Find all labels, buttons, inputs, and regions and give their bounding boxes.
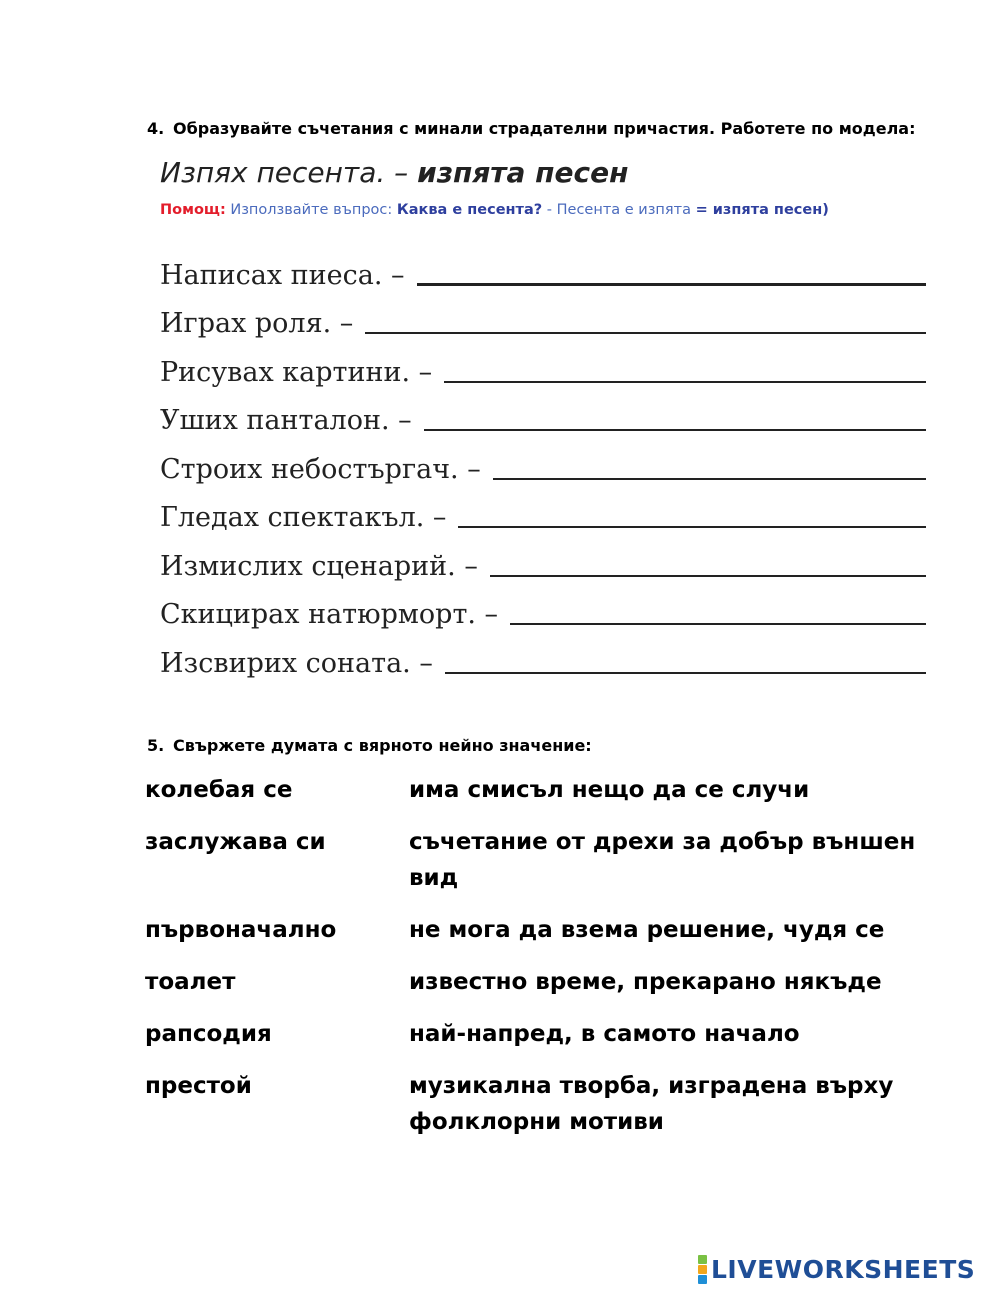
- exercise-row: [160, 442, 926, 491]
- exercise-prompt: Рисувах картини. –: [160, 356, 433, 388]
- model-answer: изпята песен: [417, 156, 629, 189]
- match-word[interactable]: колебая се: [145, 777, 293, 803]
- match-word[interactable]: първоначално: [145, 917, 337, 943]
- answer-blank[interactable]: [365, 332, 926, 334]
- exercise-list: [160, 248, 926, 685]
- exercise-prompt: Гледах спектакъл. –: [160, 502, 447, 533]
- exercise-prompt: Уших панталон. –: [160, 405, 412, 436]
- task4-instruction: [147, 119, 915, 138]
- logo-text: LIVEWORKSHEETS: [711, 1255, 976, 1284]
- match-definition[interactable]: има смисъл нещо да се случи: [409, 777, 810, 803]
- exercise-row: [160, 491, 926, 540]
- match-row: [145, 964, 965, 1000]
- logo-mark-icon: [698, 1255, 707, 1284]
- answer-blank[interactable]: [510, 623, 926, 625]
- match-word[interactable]: тоалет: [145, 969, 236, 995]
- matching-list: [145, 772, 965, 1156]
- exercise-prompt: Скицирах натюрморт. –: [160, 599, 499, 630]
- match-word[interactable]: рапсодия: [145, 1021, 272, 1047]
- match-row: [145, 772, 965, 808]
- match-definition[interactable]: най-напред, в самото начало: [409, 1021, 800, 1047]
- answer-blank[interactable]: [490, 575, 926, 577]
- help-hint: [160, 202, 829, 218]
- exercise-prompt: Строих небостъргач. –: [160, 453, 481, 485]
- help-text-1: Използвайте въпрос:: [230, 202, 393, 218]
- answer-blank[interactable]: [444, 381, 926, 383]
- match-definition[interactable]: не мога да взема решение, чудя се: [409, 917, 885, 943]
- logo-mark-square: [698, 1265, 707, 1274]
- answer-blank[interactable]: [424, 429, 926, 431]
- help-question: Каква е песента?: [396, 202, 543, 218]
- logo-mark-square: [698, 1255, 707, 1264]
- match-definition[interactable]: музикална творба, изградена върху фолклорни мотиви: [409, 1073, 894, 1135]
- answer-blank[interactable]: [458, 526, 926, 528]
- answer-blank[interactable]: [493, 478, 926, 480]
- exercise-row: [160, 297, 926, 346]
- answer-blank[interactable]: [445, 672, 926, 674]
- model-example: [160, 156, 628, 189]
- exercise-row: [160, 539, 926, 588]
- exercise-prompt: Измислих сценарий. –: [160, 550, 478, 582]
- match-definition[interactable]: съчетание от дрехи за добър външен вид: [409, 829, 916, 891]
- match-word[interactable]: престой: [145, 1073, 252, 1099]
- exercise-prompt: Написах пиеса. –: [160, 259, 405, 291]
- help-label: Помощ:: [160, 202, 226, 218]
- match-word[interactable]: заслужава си: [145, 829, 326, 855]
- match-row: [145, 1068, 965, 1140]
- exercise-row: [160, 394, 926, 443]
- model-sentence: Изпях песента. –: [160, 156, 409, 189]
- match-row: [145, 912, 965, 948]
- match-definition[interactable]: известно време, прекарано някъде: [409, 969, 882, 995]
- exercise-prompt: Играх роля. –: [160, 308, 354, 339]
- help-answer: = изпята песен): [695, 202, 829, 218]
- task4-number: 4.: [147, 119, 165, 138]
- task5-number: 5.: [147, 736, 165, 755]
- exercise-prompt: Изсвирих соната. –: [160, 647, 433, 679]
- answer-blank[interactable]: [417, 283, 926, 286]
- liveworksheets-logo: [698, 1255, 975, 1284]
- exercise-row: [160, 588, 926, 637]
- match-row: [145, 1016, 965, 1052]
- exercise-row: [160, 636, 926, 685]
- help-text-2: - Песента е изпята: [546, 202, 691, 218]
- exercise-row: [160, 248, 926, 297]
- match-row: [145, 824, 965, 896]
- logo-mark-square: [698, 1275, 707, 1284]
- task4-instruction-text: Образувайте съчетания с минали страдателни причастия. Работете по модела:: [173, 119, 916, 138]
- exercise-row: [160, 345, 926, 394]
- task5-instruction-text: Свържете думата с вярното нейно значение:: [173, 736, 592, 755]
- task5-instruction: [147, 736, 592, 755]
